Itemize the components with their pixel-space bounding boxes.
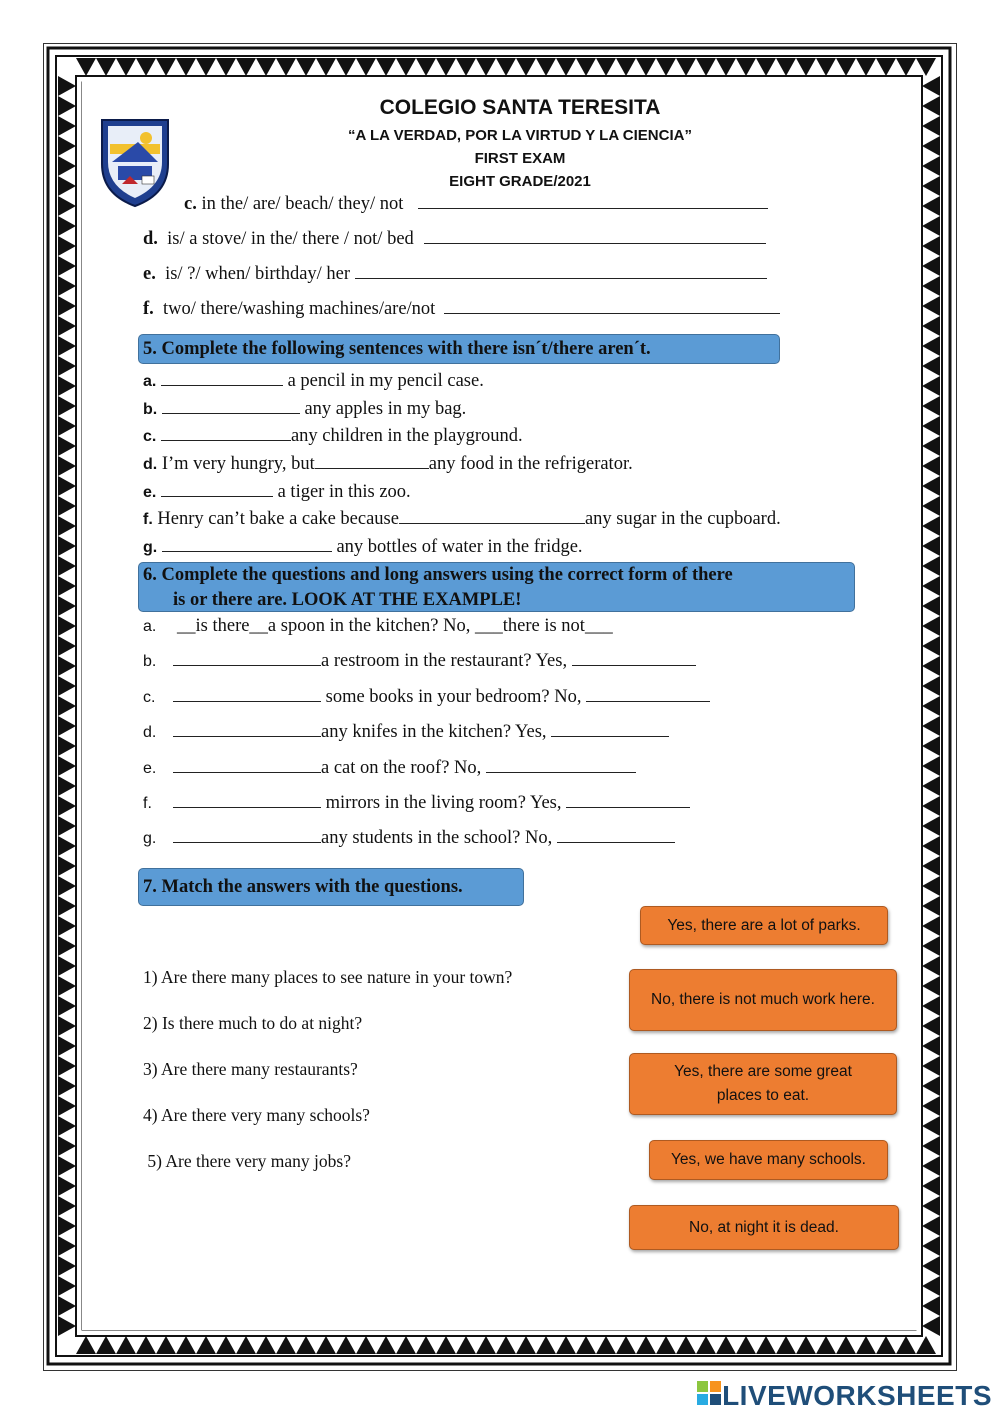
s5-item-a: [143, 371, 484, 392]
section-6-title-line1: 6. Complete the questions and long answers using the correct form of there: [143, 565, 733, 585]
item-letter: e.: [143, 484, 157, 501]
answer-blank[interactable]: [315, 454, 429, 469]
item-text: a pencil in my pencil case.: [287, 371, 484, 391]
question-3: 3) Are there many restaurants?: [143, 1059, 358, 1079]
answer-card-2[interactable]: No, there is not much work here.: [629, 969, 897, 1031]
question-text: any knifes in the kitchen? Yes,: [321, 722, 547, 742]
item-letter: f.: [143, 795, 152, 812]
answer-blank[interactable]: [424, 229, 766, 244]
school-motto: “A LA VERDAD, POR LA VIRTUD Y LA CIENCIA”: [348, 127, 692, 144]
answer-card-4[interactable]: Yes, we have many schools.: [649, 1140, 888, 1180]
sentence-c: [184, 194, 768, 215]
question-text: a restroom in the restaurant? Yes,: [321, 651, 568, 671]
item-prefix: Henry can’t bake a cake because: [157, 509, 399, 529]
item-letter: f.: [143, 299, 154, 319]
school-name: COLEGIO SANTA TERESITA: [379, 96, 661, 119]
question-2: 2) Is there much to do at night?: [143, 1013, 363, 1033]
answer-blank[interactable]: [161, 371, 283, 386]
word-list: two/ there/washing machines/are/not: [163, 299, 436, 319]
word-list: is/ ?/ when/ birthday/ her: [165, 264, 351, 284]
s6-item-c: [143, 687, 710, 708]
s5-item-g: [143, 537, 583, 558]
section-6-title-line2: is or there are. LOOK AT THE EXAMPLE!: [173, 590, 522, 610]
question-blank[interactable]: [173, 651, 321, 666]
question-text: a cat on the roof? No,: [321, 758, 482, 778]
answer-blank[interactable]: [444, 299, 780, 314]
s5-item-f: [143, 509, 781, 530]
item-letter: d.: [143, 456, 158, 473]
answer-card-5[interactable]: No, at night it is dead.: [629, 1205, 899, 1250]
answer-blank[interactable]: [557, 828, 675, 843]
section-5-title: 5. Complete the following sentences with there isn´t/there aren´t.: [143, 339, 651, 359]
question-5: 5) Are there very many jobs?: [143, 1151, 351, 1171]
item-text: any sugar in the cupboard.: [584, 509, 781, 529]
section-7-banner: [138, 868, 524, 906]
s6-item-b: [143, 651, 696, 672]
item-letter: d.: [143, 229, 158, 249]
item-letter: g.: [143, 830, 157, 847]
s5-item-c: [143, 426, 523, 447]
question-text: mirrors in the living room? Yes,: [321, 793, 562, 813]
item-letter: c.: [143, 428, 157, 445]
question-text: some books in your bedroom? No,: [321, 687, 582, 707]
question-4: 4) Are there very many schools?: [143, 1105, 370, 1125]
answer-blank[interactable]: [572, 651, 696, 666]
section-5-banner: [138, 334, 780, 364]
item-letter: g.: [143, 539, 158, 556]
item-letter: e.: [143, 264, 156, 284]
example-text: __is there__a spoon in the kitchen? No, ___there is not___: [177, 616, 613, 636]
item-letter: a.: [143, 373, 157, 390]
answer-blank[interactable]: [551, 722, 669, 737]
word-list: in the/ are/ beach/ they/ not: [201, 194, 404, 214]
item-text: a tiger in this zoo.: [277, 482, 411, 502]
answer-blank[interactable]: [566, 793, 690, 808]
answer-blank[interactable]: [418, 194, 768, 209]
answer-blank[interactable]: [161, 426, 291, 441]
answer-blank[interactable]: [486, 758, 636, 773]
question-blank[interactable]: [173, 758, 321, 773]
s5-item-e: [143, 482, 411, 503]
answer-blank[interactable]: [162, 537, 332, 552]
answer-blank[interactable]: [355, 264, 767, 279]
answer-card-3[interactable]: Yes, there are some great places to eat.: [629, 1053, 897, 1115]
item-text: any children in the playground.: [290, 426, 523, 446]
section-6-banner: [138, 562, 855, 612]
item-text: any apples in my bag.: [304, 399, 467, 419]
question-blank[interactable]: [173, 793, 321, 808]
sentence-f: [143, 299, 780, 320]
s6-item-d: [143, 722, 669, 743]
answer-card-1[interactable]: Yes, there are a lot of parks.: [640, 906, 888, 945]
s5-item-b: [143, 399, 466, 420]
item-text: any bottles of water in the fridge.: [336, 537, 583, 557]
s6-item-f: [143, 793, 690, 814]
s6-item-e: [143, 758, 636, 779]
item-letter: e.: [143, 760, 157, 777]
answer-blank[interactable]: [399, 509, 585, 524]
section-7-title: 7. Match the answers with the questions.: [143, 877, 463, 897]
item-letter: b.: [143, 401, 158, 418]
answer-blank[interactable]: [586, 687, 710, 702]
item-letter: b.: [143, 653, 157, 670]
answer-blank[interactable]: [162, 399, 300, 414]
s6-item-g: [143, 828, 675, 849]
item-letter: f.: [143, 511, 153, 528]
s6-item-a: [143, 616, 613, 637]
question-1: 1) Are there many places to see nature in your town?: [143, 967, 513, 987]
item-letter: c.: [184, 194, 197, 214]
liveworksheets-logo-icon: [697, 1381, 721, 1405]
item-text: any food in the refrigerator.: [428, 454, 633, 474]
answer-blank[interactable]: [161, 482, 273, 497]
exam-title: FIRST EXAM: [474, 150, 566, 167]
question-blank[interactable]: [173, 828, 321, 843]
word-list: is/ a stove/ in the/ there / not/ bed: [167, 229, 414, 249]
sentence-d: [143, 229, 766, 250]
s5-item-d: [143, 454, 633, 475]
question-text: any students in the school? No,: [321, 828, 553, 848]
sentence-e: [143, 264, 767, 285]
school-crest-logo: [98, 114, 172, 208]
item-letter: d.: [143, 724, 157, 741]
liveworksheets-brand: LIVEWORKSHEETS: [722, 1380, 992, 1411]
item-letter: c.: [143, 689, 156, 706]
item-prefix: I’m very hungry, but: [161, 454, 315, 474]
question-blank[interactable]: [173, 722, 321, 737]
item-letter: a.: [143, 618, 157, 635]
question-blank[interactable]: [173, 687, 321, 702]
grade-label: EIGHT GRADE/2021: [449, 173, 591, 190]
